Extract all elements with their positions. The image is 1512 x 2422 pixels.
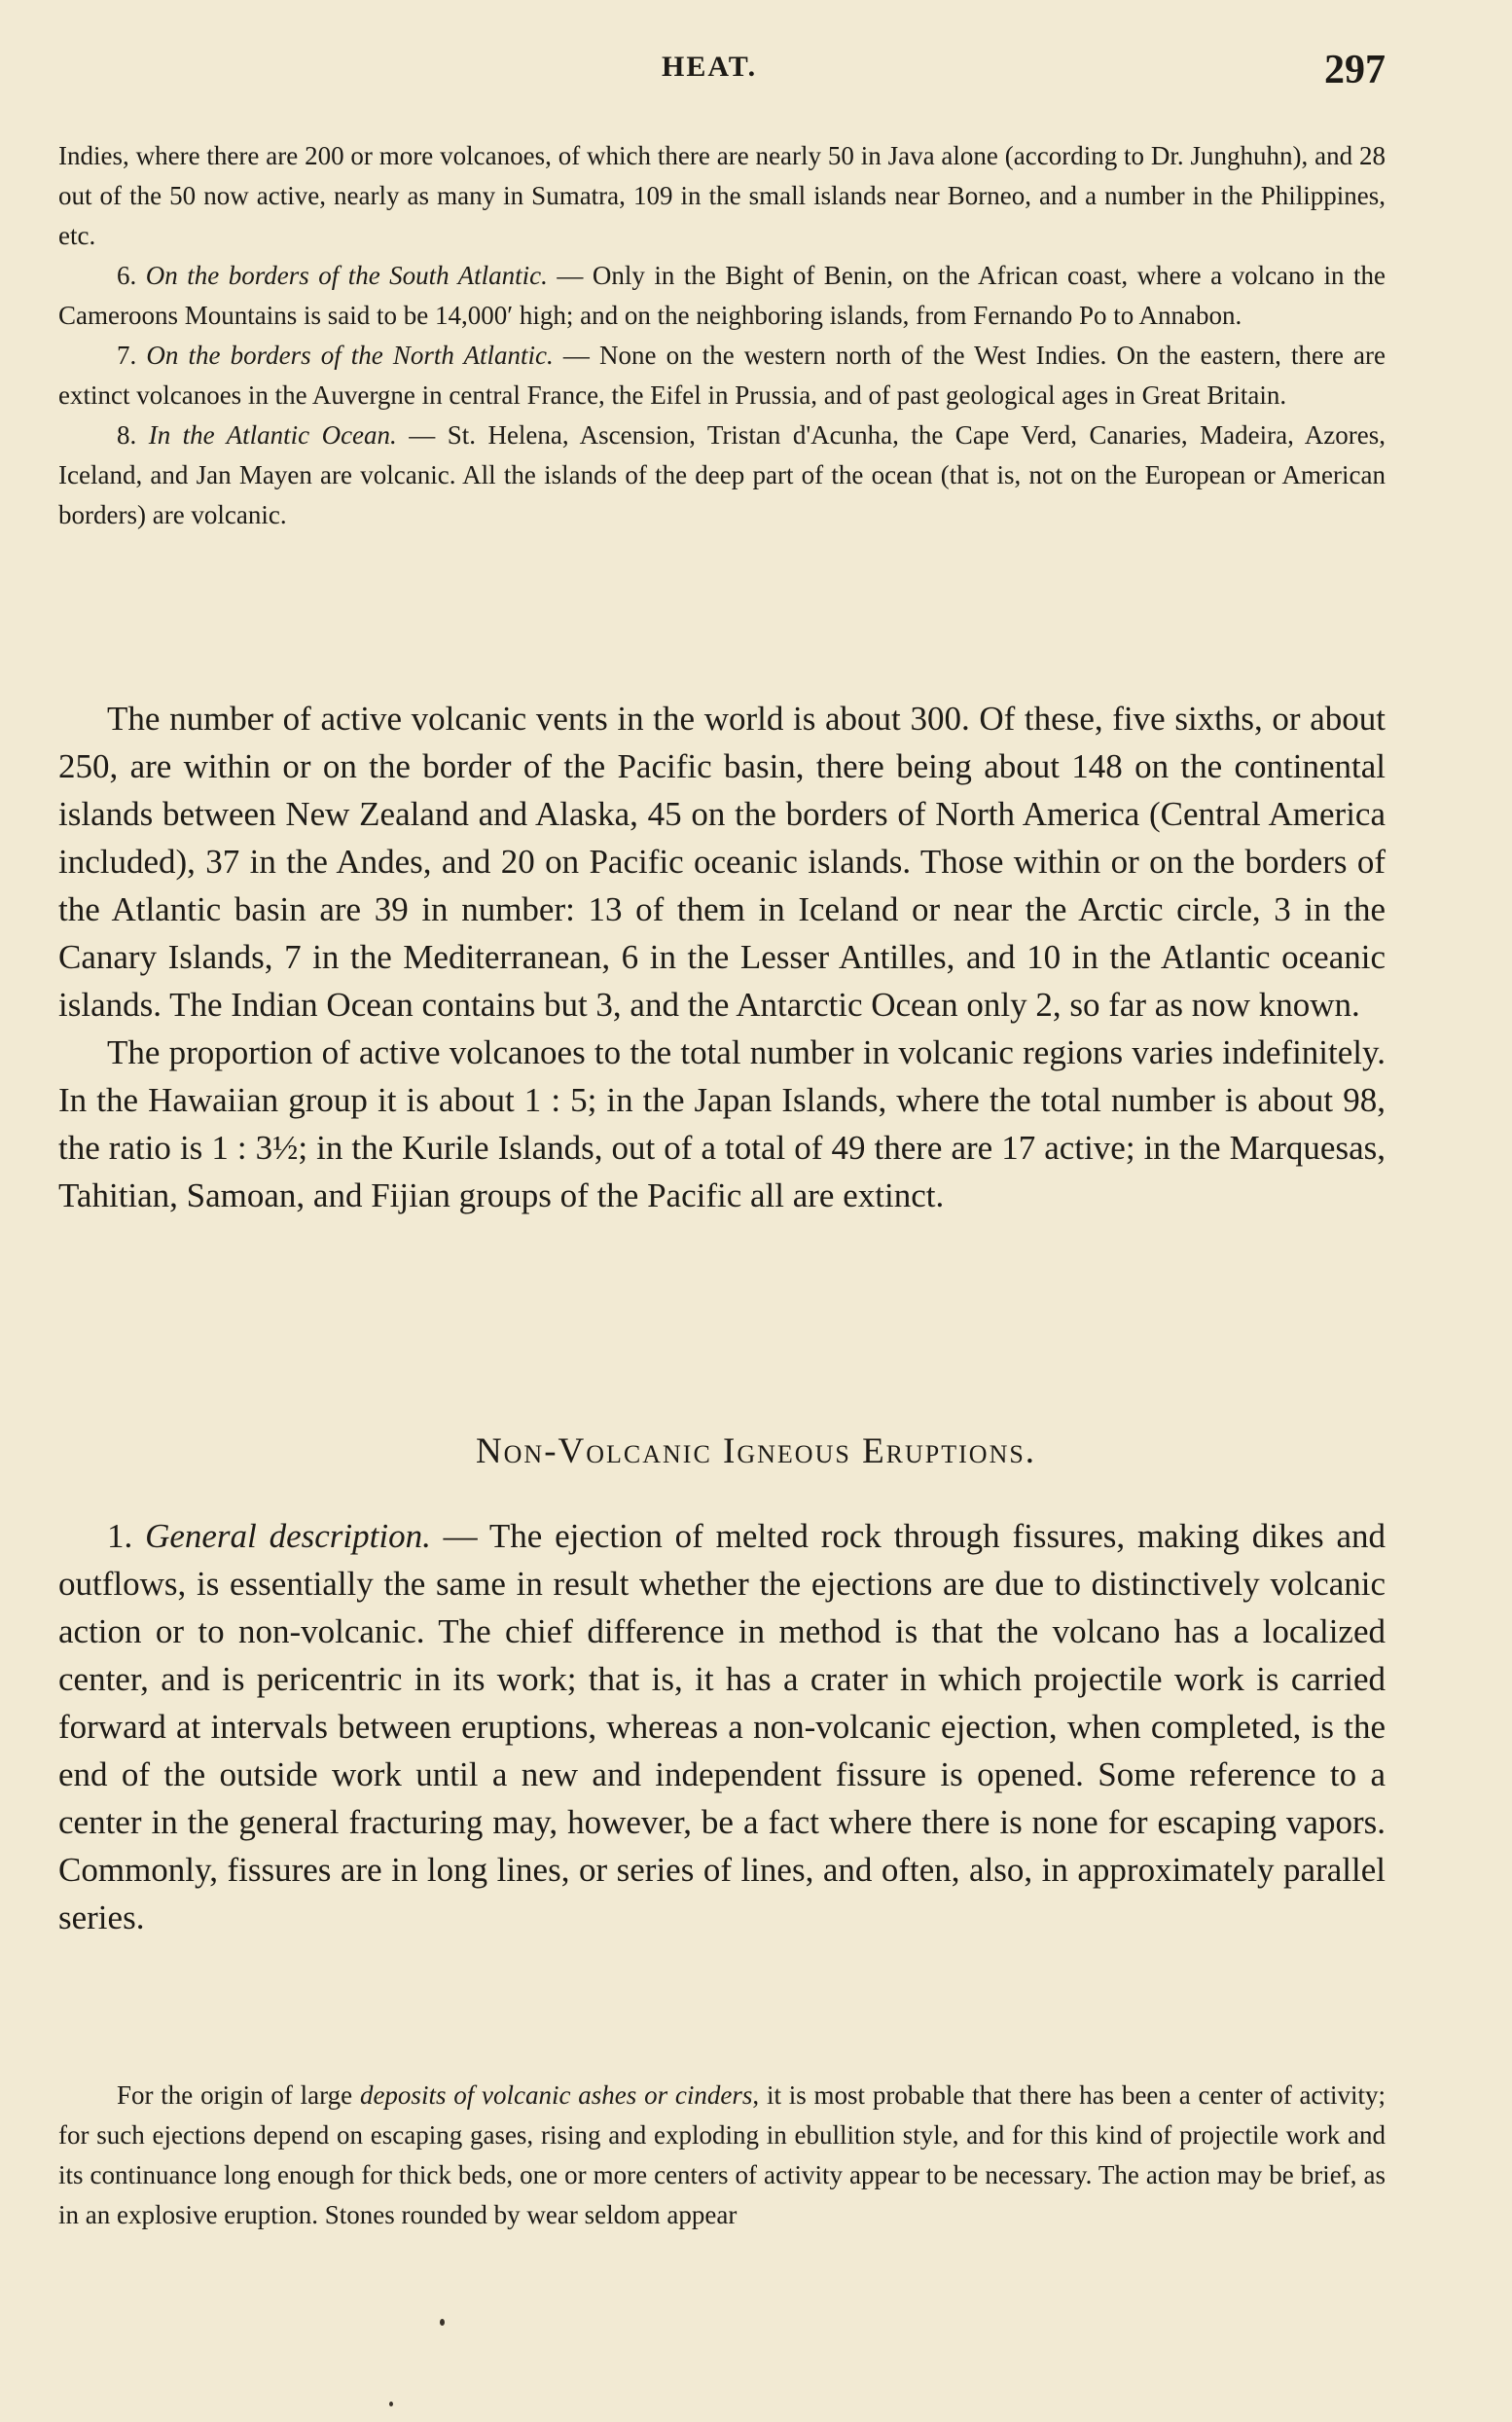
paragraph-volcanic-ashes — [58, 2076, 1386, 2235]
print-speck — [389, 2402, 393, 2406]
item-number: 7. — [117, 341, 137, 370]
item-title: On the borders of the South Atlantic. — [145, 261, 548, 290]
paragraph-active-vents: The number of active volcanic vents in the world is about 300. Of these, five sixths, or about 250, are within or on the border of the Pacific basin, there being about 148 on the continental islands between New Zealand and Alaska, 45 on the borders of North America (Central America included), 37 in the Andes, and 20 on Pacific oceanic islands. Those within or on the borders of the Atlantic basin are 39 in number: 13 of them in Iceland or near the Arctic circle, 3 in the Canary Islands, 7 in the Mediterranean, 6 in the Lesser Antilles, and 10 in the Atlantic oceanic islands. The Indian Ocean contains but 3, and the Antarctic Ocean only 2, so far as now known. — [58, 700, 1386, 1024]
list-item-8 — [58, 416, 1386, 535]
paragraph-general-description — [58, 1512, 1386, 1941]
item-text: — None on the western north of the West Indies. On the eastern, there are extinct volcanoes in the Auvergne in central France, the Eifel in Prussia, and of past geological ages in Great Britain. — [58, 341, 1386, 410]
item-title: General description. — [145, 1517, 431, 1555]
running-head: HEAT. — [662, 51, 758, 83]
list-item-6 — [58, 256, 1386, 336]
item-number: 6. — [117, 261, 137, 290]
section-heading: Non-Volcanic Igneous Eruptions. — [475, 1431, 1037, 1471]
text-segment: , it is most probable that there has been a center of activity; for such ejections depend on escaping gases, rising and exploding in ebullition style, and for this kind of projectile work and its continuance long enough for thick beds, one or more centers of activity appear to be necessary. The action may be brief, as in an explosive eruption. Stones rounded by wear seldom appear — [58, 2080, 1386, 2229]
list-item-7 — [58, 336, 1386, 416]
print-speck — [440, 2319, 445, 2326]
page-header — [58, 47, 1386, 105]
general-description-section — [58, 1512, 1386, 1941]
active-vents-section — [58, 695, 1386, 1219]
volcanic-ashes-section — [58, 2076, 1386, 2235]
volcano-list-section — [58, 136, 1386, 535]
text-segment: For the origin of large — [117, 2080, 360, 2110]
item-title: On the borders of the North Atlantic. — [146, 341, 554, 370]
italic-phrase: deposits of volcanic ashes or cinders — [359, 2080, 753, 2110]
item-text: — The ejection of melted rock through fissures, making dikes and outflows, is essentially the same in result whether the ejections are due to distinctively volcanic action or to non-volcanic. The chief difference in method is that the volcano has a localized center, and is pericentric in its work; that is, it has a crater in which projectile work is carried forward at intervals between eruptions, whereas a non-volcanic ejection, when completed, is the end of the outside work until a new and independent fissure is opened. Some reference to a center in the general fracturing may, however, be a fact where there is none for escaping vapors. Commonly, fissures are in long lines, or series of lines, and often, also, in approximately parallel series. — [58, 1517, 1386, 1936]
paragraph-proportion: The proportion of active volcanoes to the total number in volcanic regions varies indefinitely. In the Hawaiian group it is about 1 : 5; in the Japan Islands, where the total number is about 98, the ratio is 1 : 3½; in the Kurile Islands, out of a total of 49 there are 17 active; in the Marquesas, Tahitian, Samoan, and Fijian groups of the Pacific all are extinct. — [58, 1033, 1386, 1214]
item-text: — Only in the Bight of Benin, on the African coast, where a volcano in the Cameroons Mountains is said to be 14,000′ high; and on the neighboring islands, from Fernando Po to Annabon. — [58, 261, 1386, 330]
item-title: In the Atlantic Ocean. — [148, 420, 397, 450]
paragraph-indies: Indies, where there are 200 or more volcanoes, of which there are nearly 50 in Java alone (according to Dr. Junghuhn), and 28 out of the 50 now active, nearly as many in Sumatra, 109 in the small islands near Borneo, and a number in the Philippines, etc. — [58, 141, 1386, 250]
item-number: 8. — [117, 420, 137, 450]
page-number: 297 — [1324, 48, 1386, 92]
item-text: — St. Helena, Ascension, Tristan d'Acunha, the Cape Verd, Canaries, Madeira, Azores, Iceland, and Jan Mayen are volcanic. All the islands of the deep part of the ocean (that is, not on the European or American borders) are volcanic. — [58, 420, 1386, 529]
item-number: 1. — [107, 1517, 133, 1555]
